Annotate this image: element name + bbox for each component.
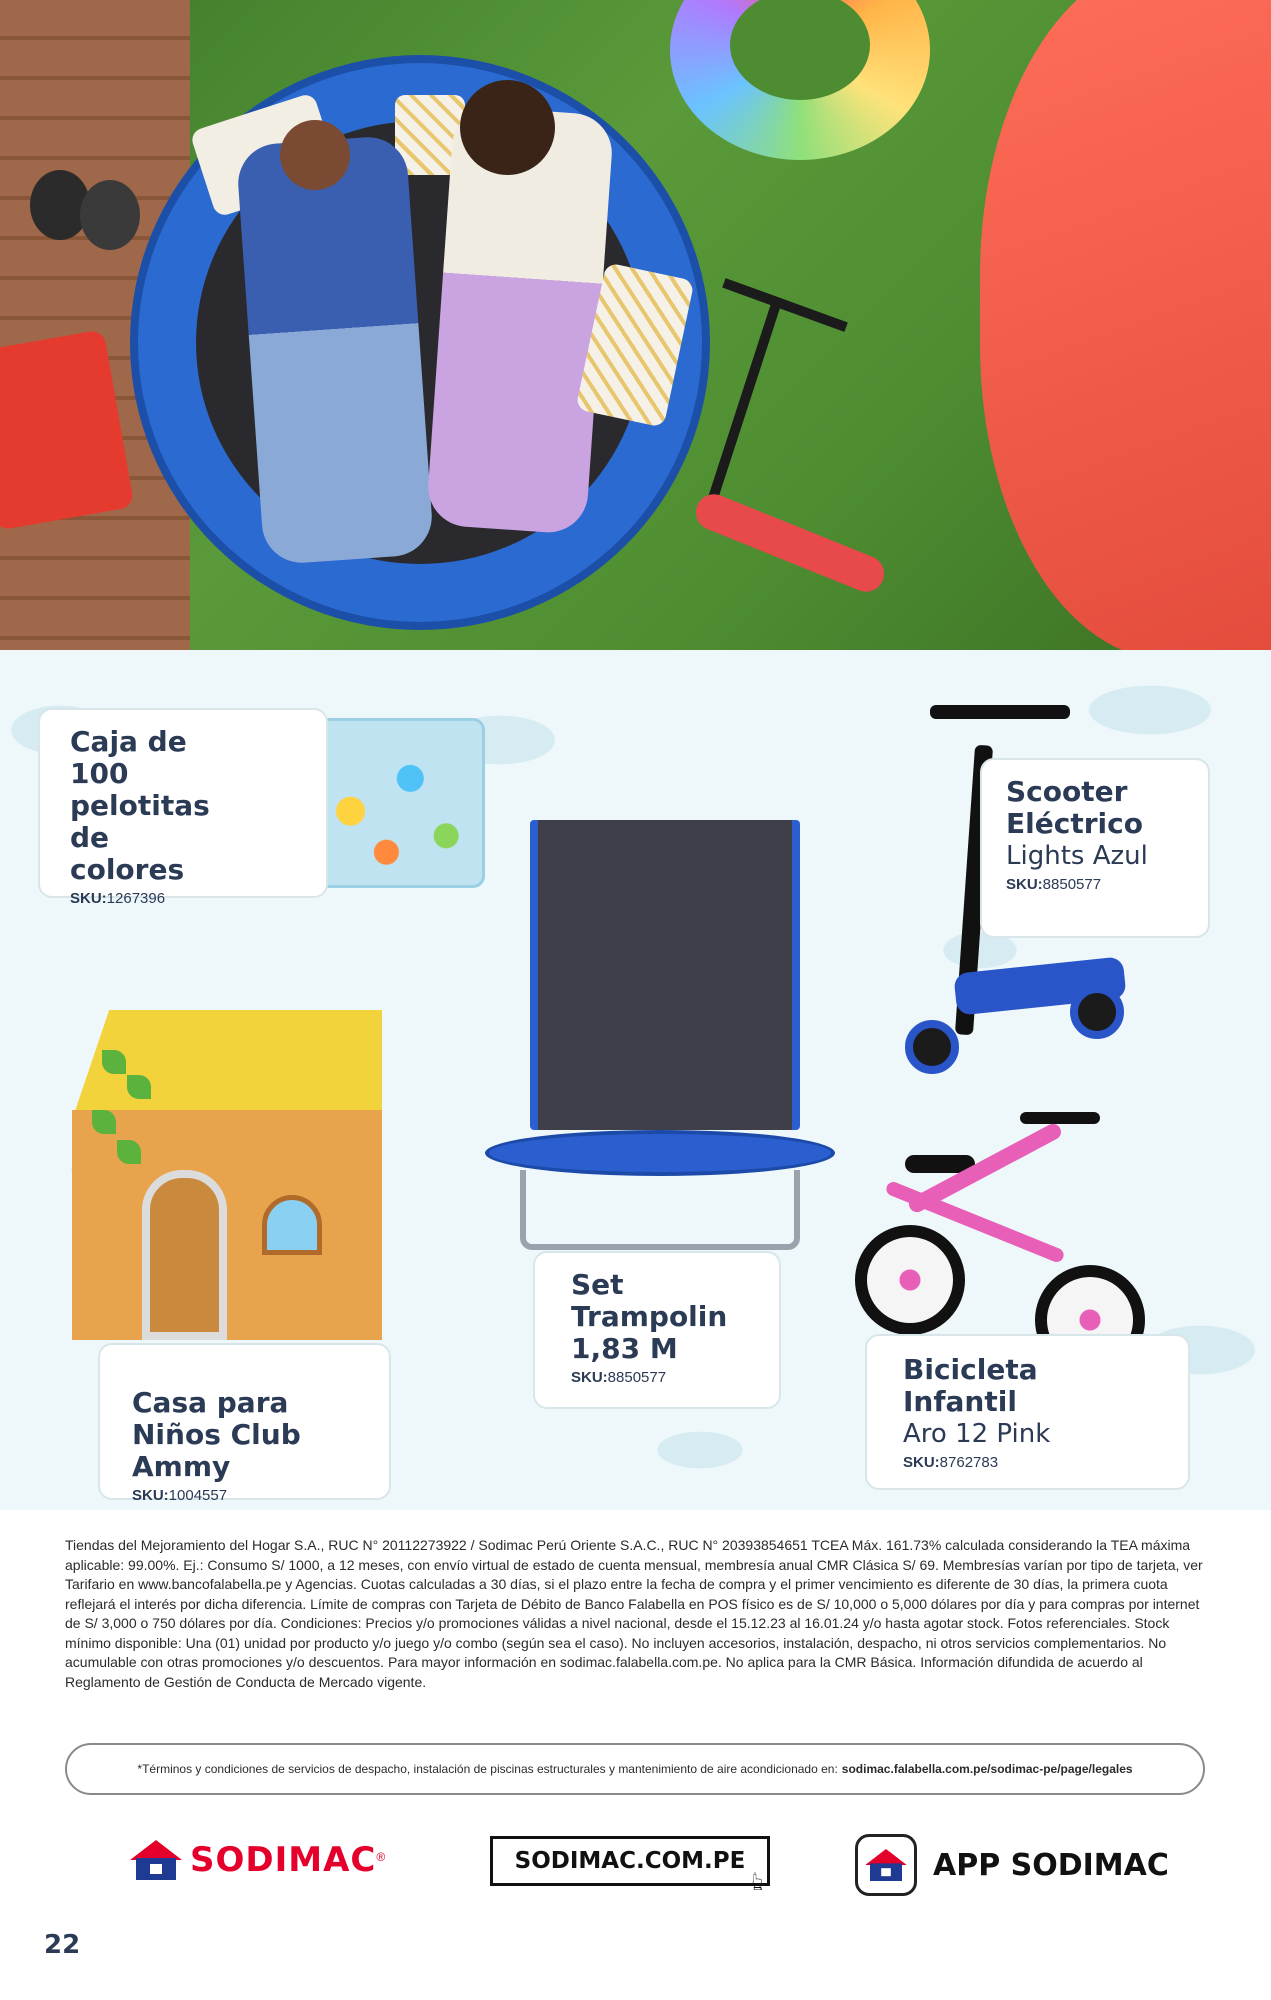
product-name: Set Trampolin 1,83 M: [571, 1268, 728, 1365]
hero-scooter-handlebar: [722, 278, 848, 332]
app-icon: [855, 1834, 917, 1896]
man-head: [280, 120, 350, 190]
product-sku: SKU:8762783: [903, 1454, 999, 1471]
terms-text: *Términos y condiciones de servicios de despacho, instalación de piscinas estructurales y mantenimiento de aire acondicionado en:: [137, 1762, 838, 1776]
product-card-trampoline[interactable]: [533, 1251, 781, 1409]
electric-scooter-handlebar: [930, 705, 1070, 719]
product-card-play-house[interactable]: [98, 1343, 391, 1504]
website-link[interactable]: SODIMAC.COM.PE: [490, 1836, 770, 1886]
hero-scooter-deck: [691, 489, 890, 597]
product-name: Scooter Eléctrico: [1006, 775, 1143, 840]
red-umbrella: [980, 0, 1271, 650]
bike-handlebar: [1020, 1112, 1100, 1124]
cursor-icon: 👆︎: [752, 1866, 764, 1896]
trampoline-net-image: [530, 820, 800, 1130]
product-variant: Lights Azul: [1006, 841, 1148, 871]
hero-photo: [0, 0, 1271, 650]
product-card-balance-bike[interactable]: [865, 1334, 1190, 1490]
hero-scooter: [700, 304, 781, 526]
registered-mark: ®: [376, 1850, 386, 1864]
scooter-wheel: [1070, 985, 1124, 1039]
house-logo-icon: [130, 1840, 182, 1880]
product-card-ball-pit[interactable]: [38, 708, 328, 907]
product-sku: SKU:1267396: [70, 890, 166, 907]
play-house-image: [72, 1010, 382, 1340]
product-card-electric-scooter[interactable]: [980, 758, 1210, 938]
product-name: Caja de 100 pelotitas de colores: [70, 725, 210, 886]
terms-box[interactable]: [65, 1743, 1205, 1795]
legal-text: Tiendas del Mejoramiento del Hogar S.A., RUC N° 20112273922 / Sodimac Perú Oriente S.A.C., RUC N° 20393854651 TCEA Máx. 161.73% calculada considerando la TEA máxima aplicable: 99.00%. Ej.: Consumo S/ 1000, a 12 meses, con envío virtual de estado de cuenta mensual, membresía anual CMR Clásica S/ 69. Membresías varían por tipo de tarjeta, ver Tarifario en www.bancofalabella.pe y Agencias. Cuotas calculadas a 30 días, si el plazo entre la fecha de compra y el primer vencimiento es diferente de 30 días, la primera cuota reflejará el interés por dicha diferencia. Límite de compras con Tarjeta de Débito de Banco Falabella en POS físico es de S/ 10,000 o 5,000 dólares por día y para compras por internet de S/ 3,000 o 750 dólares por día. Condiciones: Precios y/o promociones válidas a nivel nacional, desde el 15.12.23 al 16.01.24 y/o hasta agotar stock. Fotos referenciales. Stock mínimo disponible: Una (01) unidad por producto y/o juego y/o combo (según sea el caso). No incluyen accesorios, instalación, despacho, ni otros servicios complementarios. No acumulable con otras promociones y/o descuentos. Para mayor información en sodimac.falabella.com.pe. No aplica para la CMR Básica. Información difundida de acuerdo al Reglamento de Gestión de Conducta de Mercado vigente.: [65, 1537, 1203, 1690]
product-sku: SKU:8850577: [571, 1369, 667, 1386]
page-number: 22: [44, 1930, 81, 1960]
brand-name: SODIMAC: [190, 1840, 377, 1880]
product-name: Casa para Niños Club Ammy: [132, 1386, 301, 1483]
app-label: APP SODIMAC: [933, 1847, 1169, 1883]
rainbow-pool-ring: [670, 0, 930, 160]
product-variant: Aro 12 Pink: [903, 1419, 1051, 1449]
woman-head: [460, 80, 555, 175]
terms-link[interactable]: sodimac.falabella.com.pe/sodimac-pe/page/legales: [841, 1762, 1133, 1776]
app-link[interactable]: [855, 1834, 1169, 1896]
product-name: Bicicleta Infantil: [903, 1353, 1038, 1418]
product-sku: SKU:1004557: [132, 1487, 228, 1504]
product-sku: SKU:8850577: [1006, 876, 1102, 893]
scooter-wheel: [905, 1020, 959, 1074]
sodimac-logo[interactable]: [130, 1838, 385, 1882]
paddle-rackets: [30, 170, 150, 250]
trampoline-legs: [520, 1170, 800, 1250]
man-lying: [236, 135, 435, 566]
bike-wheel: [855, 1225, 965, 1335]
